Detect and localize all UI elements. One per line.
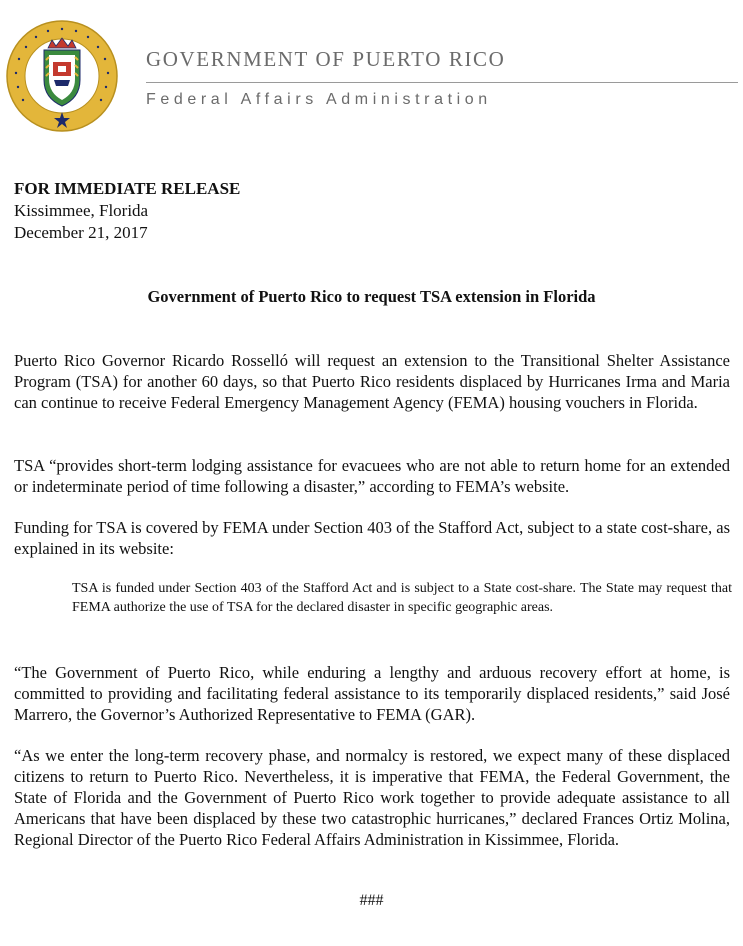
release-date: December 21, 2017 (14, 223, 148, 242)
block-quote: TSA is funded under Section 403 of the Stafford Act and is subject to a State cost-share. The State may request that FEMA authorize the use of TSA for the declared disaster in specific geographic areas. (72, 581, 732, 615)
header-title: GOVERNMENT OF PUERTO RICO (146, 47, 506, 71)
body-paragraph-4: “The Government of Puerto Rico, while enduring a lengthy and arduous recovery effort at home, is committed to providing and facilitating federal assistance to its temporarily displaced residents,” said José Marrero, the Governor’s Authorized Representative to FEMA (GAR). (14, 663, 730, 724)
release-info (14, 178, 240, 244)
body-paragraph-3: Funding for TSA is covered by FEMA under Section 403 of the Stafford Act, subject to a state cost-share, as explained in its website: (14, 518, 730, 558)
header-divider (146, 82, 738, 83)
governor-seal-logo (6, 20, 118, 132)
body-paragraph-2: TSA “provides short-term lodging assistance for evacuees who are not able to return home for an extended or indeterminate period of time following a disaster,” according to FEMA’s website. (14, 456, 730, 496)
body-paragraph-1: Puerto Rico Governor Ricardo Rosselló will request an extension to the Transitional Shelter Assistance Program (TSA) for another 60 days, so that Puerto Rico residents displaced by Hurricanes Irma and Maria can continue to receive Federal Emergency Management Agency (FEMA) housing vouchers in Florida. (14, 351, 730, 412)
end-mark: ### (359, 892, 384, 909)
body-paragraph-5: “As we enter the long-term recovery phase, and normalcy is restored, we expect many of these displaced citizens to return to Puerto Rico. Nevertheless, it is imperative that FEMA, the Federal Government, the State of Florida and the Government of Puerto Rico work together to provide adequate assistance to all Americans that have been displaced by these two catastrophic hurricanes,” declared Frances Ortiz Molina, Regional Director of the Puerto Rico Federal Affairs Administration in Kissimmee, Florida. (14, 746, 730, 849)
press-release-headline: Government of Puerto Rico to request TSA extension in Florida (147, 287, 596, 306)
release-location: Kissimmee, Florida (14, 201, 149, 220)
header-subtitle: Federal Affairs Administration (146, 91, 492, 108)
release-label: FOR IMMEDIATE RELEASE (14, 179, 241, 198)
